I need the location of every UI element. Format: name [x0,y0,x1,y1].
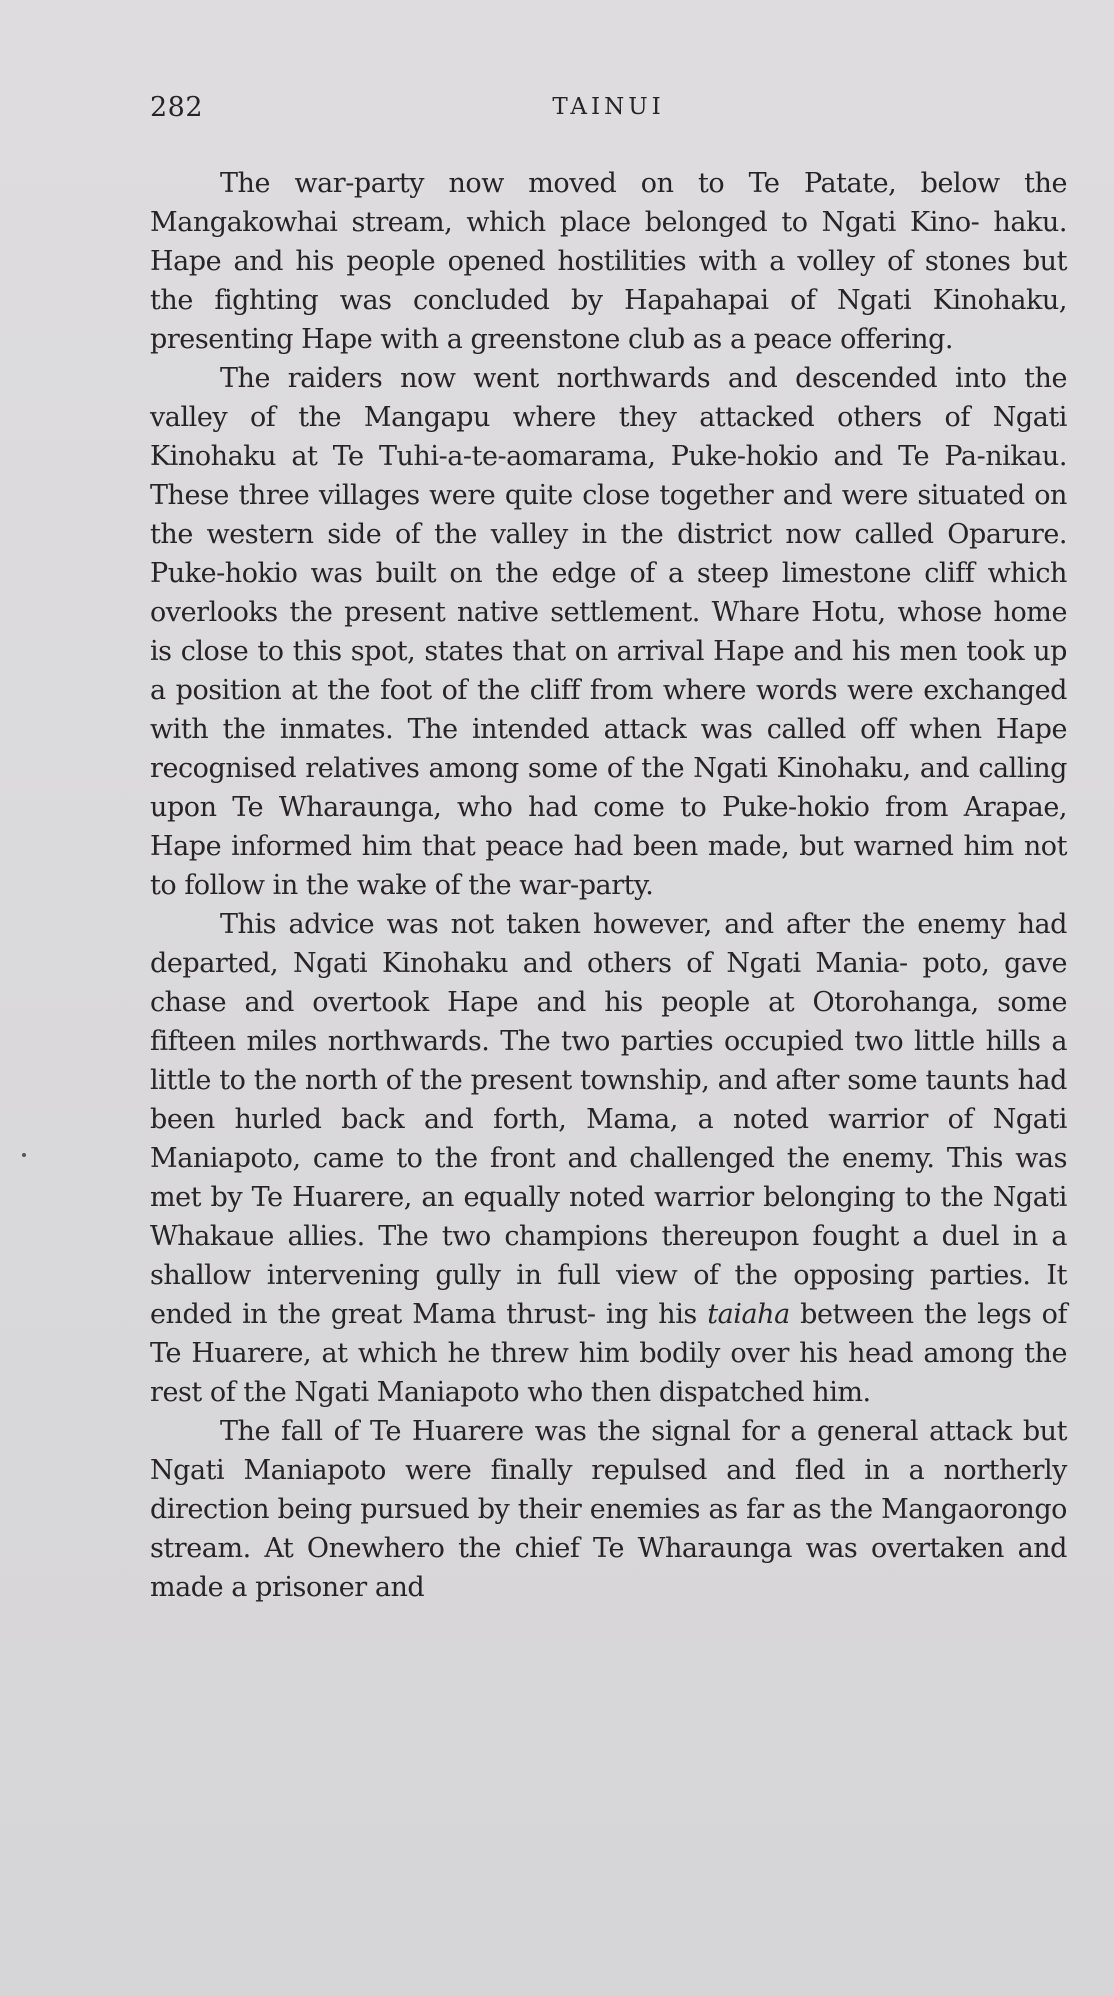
paragraph-2-text: The raiders now went northwards and descended into the valley of the Mangapu where they attacked others of Ngati Kinohaku at Te Tuhi-a-te-aomarama, Puke-hokio and Te Pa-nikau. These three villages were quite close together and were situated on the western side of the valley in the district now called Oparure. Puke-hokio was built on the edge of a steep limestone cliff which overlooks the present native settlement. Whare Hotu, whose home is close to this spot, states that on arrival Hape and his men took up a position at the foot of the cliff from where words were exchanged with the inmates. The intended attack was called off when Hape recognised relatives among some of the Ngati Kinohaku, and calling upon Te Wharaunga, who had come to Puke-hokio from Arapae, Hape informed him that peace had been made, but warned him not to follow in the wake of the war-party. [150,363,1067,901]
paragraph-4-text: The fall of Te Huarere was the signal for a general attack but Ngati Maniapoto were finally repulsed and fled in a northerly direction being pursued by their enemies as far as the Mangaorongo stream. At Onewhero the chief Te Wharaunga was overtaken and made a prisoner and [150,1416,1067,1603]
page-number: 282 [150,92,204,123]
running-head [150,92,1067,132]
paragraph-3-text: This advice was not taken however, and after the enemy had departed, Ngati Kinohaku and others of Ngati Mania- poto, gave chase and overtook Hape and his people at Otorohanga, some fifteen miles northwards. The two parties occupied two little hills a little to the north of the present township, and after some taunts had been hurled back and forth, Mama, a noted warrior of Ngati Maniapoto, came to the front and challenged the enemy. This was met by Te Huarere, an equally noted warrior belonging to the Ngati Whakaue allies. The two champions thereupon fought a duel in a shallow intervening gully in full view of the opposing parties. It ended in the great Mama thrust- ing his [150,909,1067,1330]
paragraph-2 [150,359,1067,905]
paragraph-1 [150,164,1067,359]
paragraph-3-italic-word: taiaha [707,1299,790,1330]
paragraph-3 [150,905,1067,1412]
paragraph-4 [150,1412,1067,1607]
margin-speck [22,1153,26,1157]
body-text [150,164,1067,1607]
running-title: TAINUI [552,94,665,120]
paragraph-1-text: The war-party now moved on to Te Patate, below the Mangakowhai stream, which place belonged to Ngati Kino- haku. Hape and his people opened hostilities with a volley of stones but the fighting was concluded by Hapahapai of Ngati Kinohaku, presenting Hape with a greenstone club as a peace offering. [150,168,1067,355]
paragraph-3-text-end: between the legs of Te Huarere, at which he threw him bodily over his head among the rest of the Ngati Maniapoto who then dispatched him. [150,1299,1067,1408]
